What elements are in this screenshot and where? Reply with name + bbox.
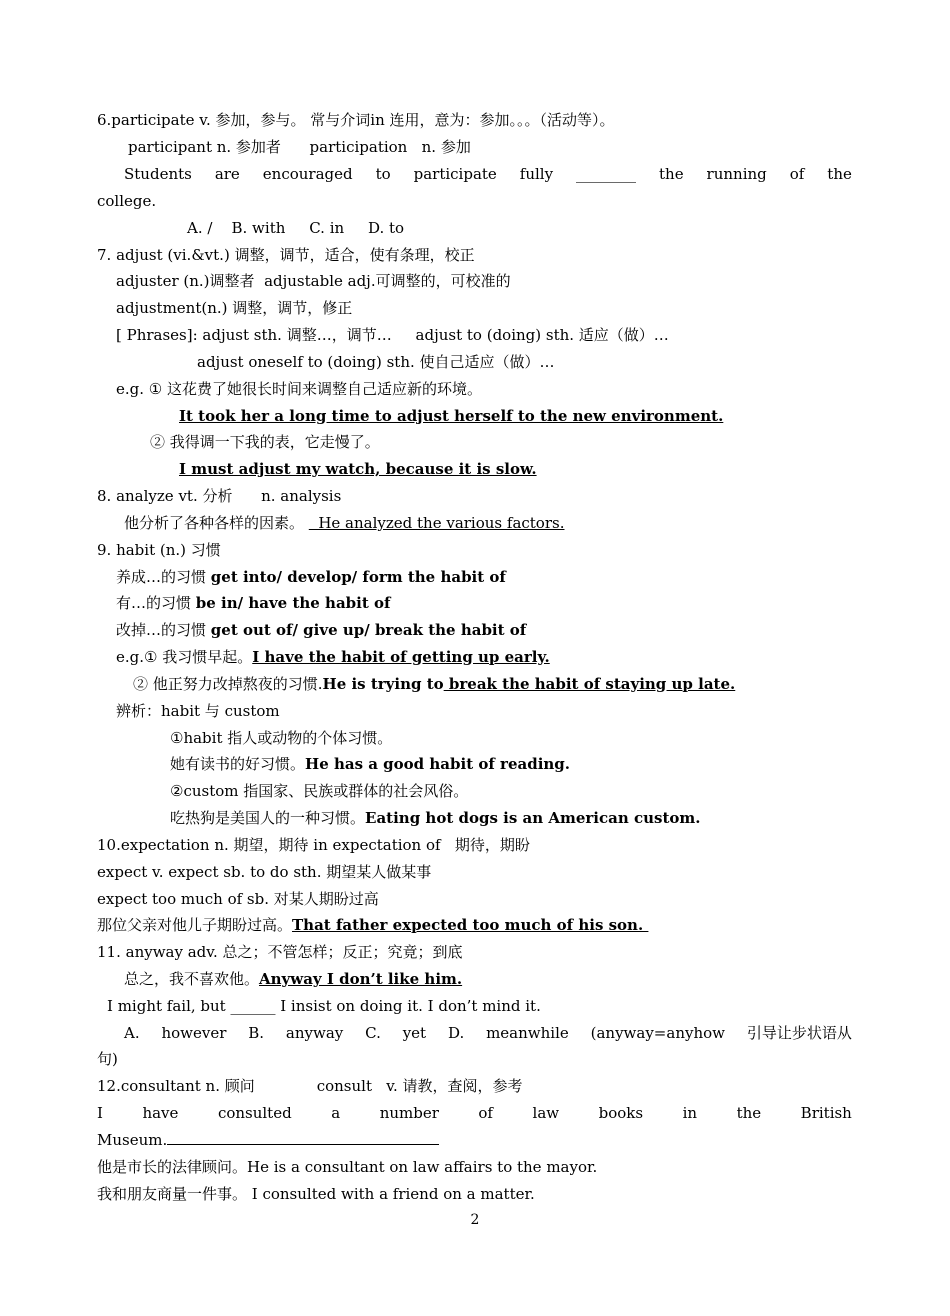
item-10-heading: 10.expectation n. 期望，期待 in expectation of 期待，期盼 bbox=[97, 836, 530, 854]
item-9-phrase-3 bbox=[116, 620, 526, 640]
item-7-phrases-2: adjust oneself to (doing) sth. 使自己适应（做）… bbox=[197, 353, 555, 371]
item-7-heading: 7. adjust (vi.&vt.) 调整，调节，适合，使有条理，校正 bbox=[97, 246, 475, 264]
item-7-derived-1: adjuster (n.)调整者 adjustable adj.可调整的，可校准的 bbox=[116, 272, 511, 290]
item-7-phrases-1: [ Phrases]: adjust sth. 调整…，调节… adjust to (doing) sth. 适应（做）… bbox=[116, 326, 669, 344]
item-12-question-end bbox=[97, 1130, 439, 1150]
item-8-heading: 8. analyze vt. 分析 n. analysis bbox=[97, 487, 342, 505]
item-8-example bbox=[124, 513, 564, 533]
item-6-question bbox=[124, 164, 852, 184]
item-11-options bbox=[124, 1023, 852, 1043]
word: D. bbox=[447, 1024, 465, 1042]
word: B. bbox=[248, 1024, 265, 1042]
item-9-custom-def: ②custom 指国家、民族或群体的社会风俗。 bbox=[170, 782, 469, 800]
word: 引导让步状语从 bbox=[746, 1024, 852, 1042]
word: encouraged bbox=[262, 165, 353, 183]
item-9-habit-example-cn: 她有读书的好习惯。 bbox=[170, 755, 306, 773]
word: ________ bbox=[576, 165, 637, 183]
item-6-heading: 6.participate v. 参加，参与。 常与介词in 连用，意为：参加。。。（活动等）。 bbox=[97, 111, 615, 129]
item-9-heading: 9. habit (n.) 习惯 bbox=[97, 541, 221, 559]
word: have bbox=[142, 1104, 179, 1122]
word: law bbox=[532, 1104, 560, 1122]
item-9-phrase-2-cn: 有…的习惯 bbox=[116, 594, 196, 612]
word: the bbox=[827, 165, 852, 183]
item-9-phrase-3-en: get out of/ give up/ break the habit of bbox=[210, 621, 527, 639]
item-7-example-2-en: I must adjust my watch, because it is slow. bbox=[179, 460, 537, 478]
word: meanwhile bbox=[486, 1024, 569, 1042]
word: in bbox=[682, 1104, 698, 1122]
item-8-example-cn: 他分析了各种各样的因素。 bbox=[124, 514, 309, 532]
answer-blank bbox=[167, 1130, 439, 1145]
item-12-question-end-text: Museum. bbox=[97, 1131, 168, 1149]
item-9-example-1-cn: e.g.① 我习惯早起。 bbox=[116, 648, 253, 666]
item-12-question bbox=[97, 1103, 852, 1123]
word: number bbox=[379, 1104, 439, 1122]
word: I bbox=[97, 1104, 103, 1122]
word: Students bbox=[124, 165, 192, 183]
item-9-phrase-1 bbox=[116, 567, 506, 587]
item-11-options-end: 句) bbox=[97, 1050, 118, 1068]
item-11-example bbox=[124, 969, 462, 989]
word: British bbox=[800, 1104, 852, 1122]
item-10-line-2: expect v. expect sb. to do sth. 期望某人做某事 bbox=[97, 863, 432, 881]
item-11-heading: 11. anyway adv. 总之；不管怎样；反正；究竟；到底 bbox=[97, 943, 463, 961]
item-9-example-1-en: I have the habit of getting up early. bbox=[252, 648, 550, 666]
word: participate bbox=[413, 165, 497, 183]
word: to bbox=[375, 165, 391, 183]
item-6-options: A. / B. with C. in D. to bbox=[187, 219, 405, 237]
item-9-custom-example-en: Eating hot dogs is an American custom. bbox=[365, 809, 701, 827]
item-11-example-cn: 总之，我不喜欢他。 bbox=[124, 970, 260, 988]
word: however bbox=[161, 1024, 227, 1042]
item-11-question: I might fail, but ______ I insist on doing it. I don’t mind it. bbox=[107, 997, 541, 1015]
word: books bbox=[598, 1104, 644, 1122]
word: C. bbox=[365, 1024, 381, 1042]
item-9-phrase-1-cn: 养成…的习惯 bbox=[116, 568, 211, 586]
item-9-example-2-answer: break the habit of staying up late. bbox=[443, 675, 736, 693]
item-9-distinction: 辨析：habit 与 custom bbox=[116, 702, 280, 720]
item-7-example-1-cn: e.g. ① 这花费了她很长时间来调整自己适应新的环境。 bbox=[116, 380, 483, 398]
item-9-example-2-en: He is trying to bbox=[322, 675, 444, 693]
item-9-custom-example bbox=[170, 808, 700, 828]
item-9-habit-example-en: He has a good habit of reading. bbox=[305, 755, 571, 773]
word: fully bbox=[519, 165, 554, 183]
item-7-example-2-cn: ② 我得调一下我的表，它走慢了。 bbox=[150, 433, 380, 451]
word: are bbox=[214, 165, 240, 183]
item-9-phrase-1-en: get into/ develop/ form the habit of bbox=[210, 568, 506, 586]
word: yet bbox=[402, 1024, 427, 1042]
item-9-phrase-3-cn: 改掉…的习惯 bbox=[116, 621, 211, 639]
item-9-example-2-cn: ② 他正努力改掉熬夜的习惯. bbox=[133, 675, 323, 693]
item-8-example-en: He analyzed the various factors. bbox=[308, 514, 565, 532]
item-12-line-4: 我和朋友商量一件事。 I consulted with a friend on a matter. bbox=[97, 1185, 535, 1203]
item-7-derived-2: adjustment(n.) 调整，调节，修正 bbox=[116, 299, 353, 317]
item-10-example-cn: 那位父亲对他儿子期盼过高。 bbox=[97, 916, 293, 934]
item-6-derived-words: participant n. 参加者 participation n. 参加 bbox=[128, 138, 471, 156]
word: of bbox=[478, 1104, 493, 1122]
item-12-heading: 12.consultant n. 顾问 consult v. 请教，查阅，参考 bbox=[97, 1077, 523, 1095]
word: of bbox=[789, 165, 805, 183]
item-9-habit-def: ①habit 指人或动物的个体习惯。 bbox=[170, 729, 393, 747]
item-10-line-3: expect too much of sb. 对某人期盼过高 bbox=[97, 890, 379, 908]
item-10-example-en: That father expected too much of his son. bbox=[292, 916, 649, 934]
word: consulted bbox=[217, 1104, 292, 1122]
item-10-example bbox=[97, 915, 648, 935]
page-number: 2 bbox=[470, 1212, 480, 1228]
item-9-habit-example bbox=[170, 754, 570, 774]
item-9-custom-example-cn: 吃热狗是美国人的一种习惯。 bbox=[170, 809, 366, 827]
item-9-example-2 bbox=[133, 674, 735, 694]
word: the bbox=[659, 165, 684, 183]
item-9-phrase-2 bbox=[116, 593, 390, 613]
item-12-line-3: 他是市长的法律顾问。He is a consultant on law affairs to the mayor. bbox=[97, 1158, 598, 1176]
word: A. bbox=[124, 1024, 140, 1042]
item-9-example-1 bbox=[116, 647, 550, 667]
word: (anyway=anyhow bbox=[590, 1024, 725, 1042]
item-6-question-end: college. bbox=[97, 192, 157, 210]
item-11-example-en: Anyway I don’t like him. bbox=[259, 970, 463, 988]
word: a bbox=[331, 1104, 341, 1122]
word: the bbox=[736, 1104, 762, 1122]
word: running bbox=[706, 165, 767, 183]
item-9-phrase-2-en: be in/ have the habit of bbox=[195, 594, 391, 612]
item-7-example-1-en: It took her a long time to adjust herself to the new environment. bbox=[179, 407, 724, 425]
word: anyway bbox=[285, 1024, 344, 1042]
